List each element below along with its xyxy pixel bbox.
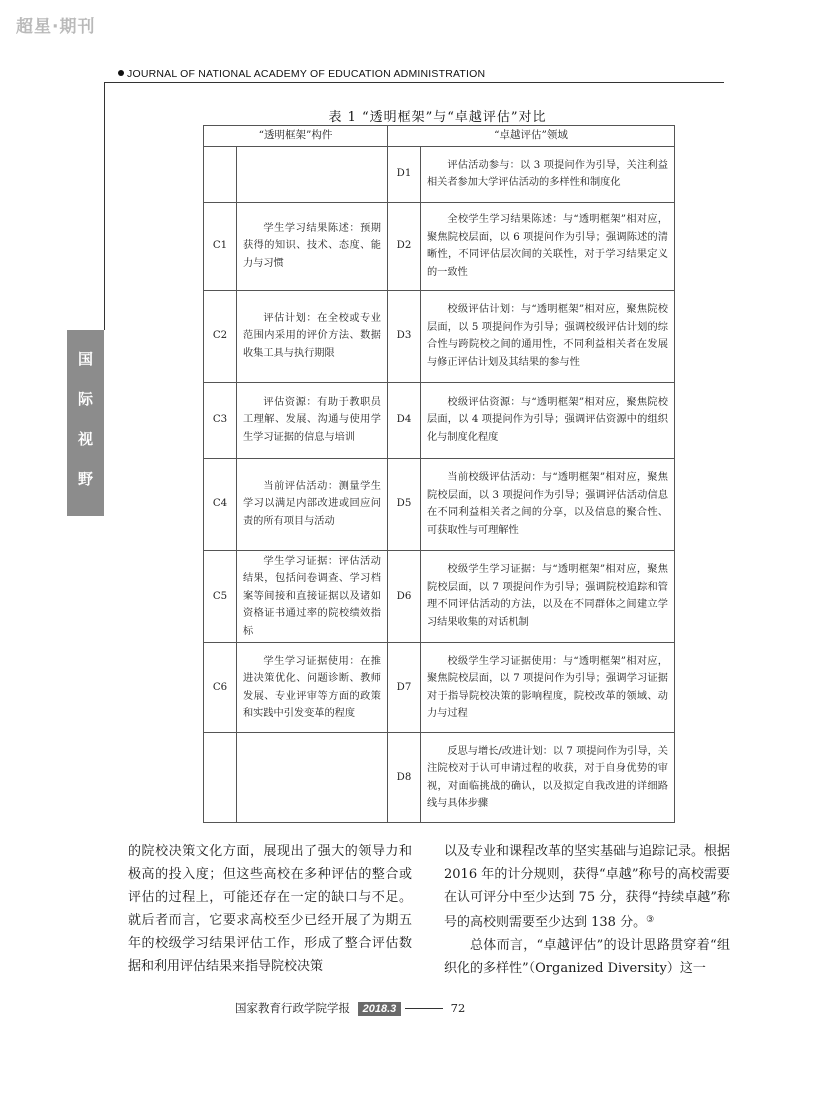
table-row <box>204 643 675 733</box>
c-code-cell <box>204 146 237 202</box>
table-row <box>204 382 675 458</box>
c-desc-cell: 学生学习证据：评估活动结果，包括问卷调查、学习档案等间接和直接证据以及诸如资格证书通过率的院校绩效指标 <box>237 550 388 643</box>
d-code-cell: D2 <box>388 202 421 290</box>
c-desc-cell: 评估计划：在全校或专业范围内采用的评价方法、数据收集工具与执行期限 <box>237 290 388 382</box>
section-tab <box>67 330 104 516</box>
body-text: 以及专业和课程改革的坚实基础与追踪记录。根据 2016 年的计分规则，获得“卓越”称号的高校需要在认可评分中至少达到 75 分，获得“持续卓越”称号的高校则需要至少达到 138 分。 <box>444 844 731 930</box>
table-row <box>204 733 675 823</box>
d-desc-cell: 校级评估计划：与“透明框架”相对应，聚焦院校层面，以 5 项提问作为引导；强调校级评估计划的综合性与跨院校之间的通用性，不同利益相关者在发展与修正评估计划及其结果的参与性 <box>421 290 675 382</box>
d-code-cell: D3 <box>388 290 421 382</box>
table-row <box>204 550 675 643</box>
footnote-ref: ③ <box>646 915 655 925</box>
d-desc-cell: 当前校级评估活动：与“透明框架”相对应，聚焦院校层面，以 3 项提问作为引导；强调评估活动信息在不同利益相关者之间的分享，以及信息的聚合性、可获取性与可理解性 <box>421 458 675 550</box>
c-desc-cell: 学生学习证据使用：在推进决策优化、问题诊断、教师发展、专业评审等方面的政策和实践中引发变革的程度 <box>237 643 388 733</box>
d-code-cell: D4 <box>388 382 421 458</box>
table-caption: 表 1 “透明框架”与“卓越评估”对比 <box>328 110 547 125</box>
table-row <box>204 202 675 290</box>
table-row <box>204 146 675 202</box>
c-desc-cell: 学生学习结果陈述：预期获得的知识、技术、态度、能力与习惯 <box>237 202 388 290</box>
d-desc-cell: 全校学生学习结果陈述：与“透明框架”相对应，聚焦院校层面，以 6 项提问作为引导；强调陈述的清晰性，不同评估层次间的关联性，对于学习结果定义的一致性 <box>421 202 675 290</box>
footer-journal-name: 国家教育行政学院学报 <box>235 1001 350 1015</box>
journal-header <box>118 68 485 80</box>
c-desc-cell <box>237 733 388 823</box>
table-header-row <box>204 126 675 147</box>
footer-rule <box>405 1008 443 1009</box>
table-header-cell: “卓越评估”领域 <box>388 126 675 147</box>
body-column-right <box>444 840 730 980</box>
c-code-cell: C5 <box>204 550 237 643</box>
c-code-cell: C6 <box>204 643 237 733</box>
margin-rule <box>104 82 105 330</box>
d-code-cell: D1 <box>388 146 421 202</box>
table-header-cell: “透明框架”构件 <box>204 126 388 147</box>
section-tab-char: 野 <box>77 470 93 488</box>
comparison-table <box>203 125 675 823</box>
c-code-cell: C4 <box>204 458 237 550</box>
d-desc-cell: 评估活动参与：以 3 项提问作为引导，关注利益相关者参加大学评估活动的多样性和制度化 <box>421 146 675 202</box>
c-code-cell: C3 <box>204 382 237 458</box>
c-desc-cell: 评估资源：有助于教职员工理解、发展、沟通与使用学生学习证据的信息与培训 <box>237 382 388 458</box>
d-code-cell: D8 <box>388 733 421 823</box>
body-column-left <box>128 840 412 978</box>
c-code-cell <box>204 733 237 823</box>
c-code-cell: C2 <box>204 290 237 382</box>
header-rule <box>104 82 724 83</box>
d-desc-cell: 校级学生学习证据使用：与“透明框架”相对应，聚焦院校层面，以 7 项提问作为引导；强调学习证据对于指导院校决策的影响程度，院校改革的领域、动力与过程 <box>421 643 675 733</box>
c-code-cell: C1 <box>204 202 237 290</box>
section-tab-char: 际 <box>77 390 93 408</box>
section-tab-char: 国 <box>77 350 93 368</box>
d-code-cell: D5 <box>388 458 421 550</box>
body-paragraph <box>444 840 730 934</box>
d-desc-cell: 校级评估资源：与“透明框架”相对应，聚焦院校层面，以 4 项提问作为引导；强调评估资源中的组织化与制度化程度 <box>421 382 675 458</box>
c-desc-cell <box>237 146 388 202</box>
body-paragraph: 的院校决策文化方面，展现出了强大的领导力和极高的投入度；但这些高校在多种评估的整合或评估的过程上，可能还存在一定的缺口与不足。就后者而言，它要求高校至少已经开展了为期五年的校级学习结果评估工作，形成了整合评估数据和利用评估结果来指导院校决策 <box>128 844 412 974</box>
journal-header-text: JOURNAL OF NATIONAL ACADEMY OF EDUCATION ADMINISTRATION <box>127 68 486 80</box>
d-code-cell: D6 <box>388 550 421 643</box>
d-desc-cell: 校级学生学习证据：与“透明框架”相对应，聚焦院校层面，以 7 项提问作为引导；强调院校追踪和管理不同评估活动的方法，以及在不同群体之间建立学习结果收集的对话机制 <box>421 550 675 643</box>
issue-badge: 2018.3 <box>358 1002 402 1016</box>
section-tab-char: 视 <box>77 430 93 448</box>
d-desc-cell: 反思与增长/改进计划：以 7 项提问作为引导，关注院校对于认可申请过程的收获，对于自身优势的审视，对面临挑战的确认，以及拟定自我改进的详细路线与具体步骤 <box>421 733 675 823</box>
table-row <box>204 458 675 550</box>
c-desc-cell: 当前评估活动：测量学生学习以满足内部改进或回应问责的所有项目与活动 <box>237 458 388 550</box>
table-row <box>204 290 675 382</box>
brand-watermark: 超星·期刊 <box>16 17 96 37</box>
page-footer <box>235 1000 465 1016</box>
bullet-icon <box>118 70 124 76</box>
d-code-cell: D7 <box>388 643 421 733</box>
body-paragraph: 总体而言，“卓越评估”的设计思路贯穿着“组织化的多样性”（Organized Diversity）这一 <box>444 938 730 976</box>
page-number: 72 <box>450 1001 466 1015</box>
